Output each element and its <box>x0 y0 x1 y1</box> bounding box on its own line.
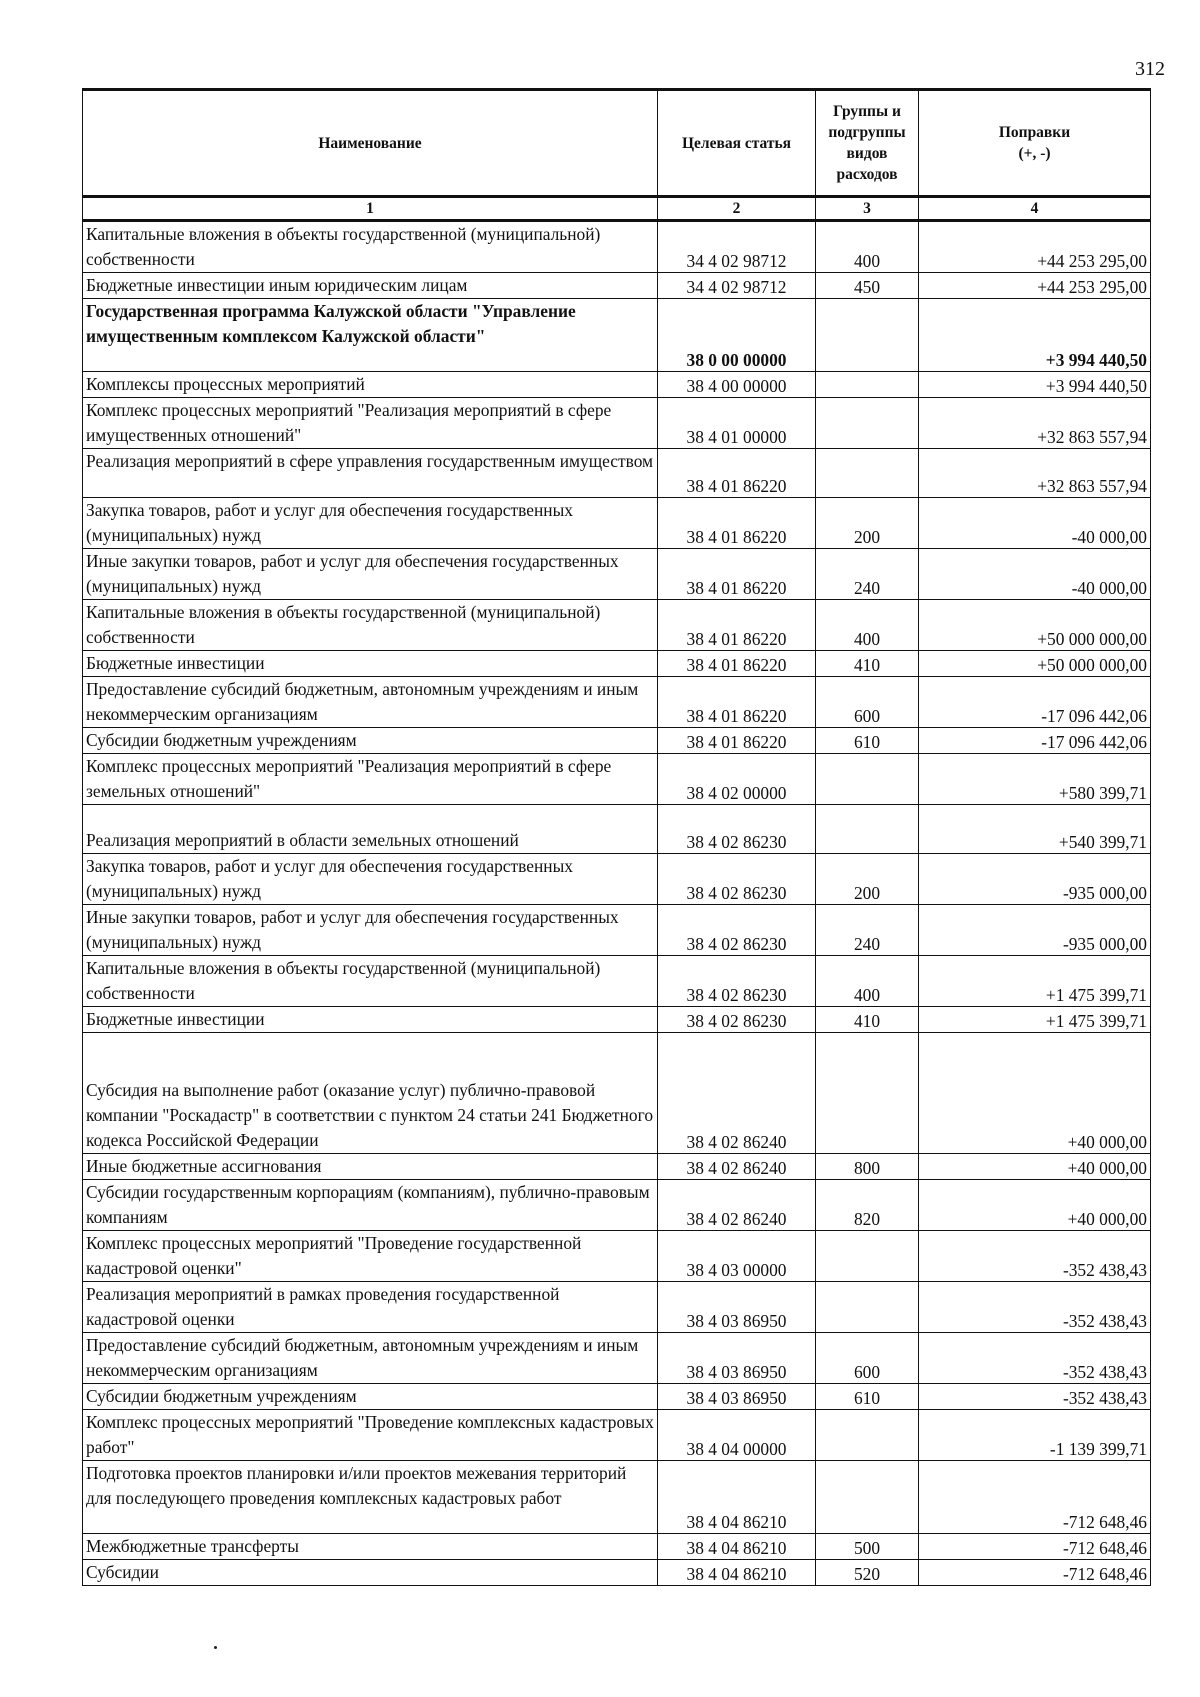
table-row <box>83 1333 1151 1384</box>
row-target-article: 38 4 03 00000 <box>658 1231 816 1282</box>
table-row <box>83 221 1151 273</box>
table-row <box>83 600 1151 651</box>
table-row <box>83 398 1151 449</box>
row-name: Бюджетные инвестиции иным юридическим лицам <box>83 273 658 299</box>
table-row <box>83 805 1151 854</box>
row-amendment-amount: +40 000,00 <box>919 1154 1151 1180</box>
row-target-article: 38 4 02 86240 <box>658 1154 816 1180</box>
row-name: Реализация мероприятий в области земельных отношений <box>83 805 658 854</box>
row-expense-group <box>816 754 919 805</box>
table-row <box>83 1180 1151 1231</box>
row-name: Иные закупки товаров, работ и услуг для обеспечения государственных (муниципальных) нужд <box>83 549 658 600</box>
row-name: Предоставление субсидий бюджетным, автономным учреждениям и иным некоммерческим организациям <box>83 1333 658 1384</box>
row-expense-group: 600 <box>816 1333 919 1384</box>
row-amendment-amount: -40 000,00 <box>919 498 1151 549</box>
row-target-article: 38 4 03 86950 <box>658 1282 816 1333</box>
column-number: 4 <box>919 197 1151 221</box>
row-amendment-amount: +44 253 295,00 <box>919 221 1151 273</box>
row-expense-group: 200 <box>816 854 919 905</box>
table-row <box>83 1007 1151 1033</box>
row-target-article: 38 4 02 86230 <box>658 956 816 1007</box>
row-name: Комплексы процессных мероприятий <box>83 372 658 398</box>
row-target-article: 38 4 02 86240 <box>658 1180 816 1231</box>
table-row <box>83 449 1151 498</box>
row-amendment-amount: -352 438,43 <box>919 1333 1151 1384</box>
row-expense-group: 500 <box>816 1534 919 1560</box>
table-row <box>83 677 1151 728</box>
row-target-article: 38 4 01 86220 <box>658 651 816 677</box>
table-row <box>83 549 1151 600</box>
table-row <box>83 1154 1151 1180</box>
row-amendment-amount: +44 253 295,00 <box>919 273 1151 299</box>
row-name: Комплекс процессных мероприятий "Реализация мероприятий в сфере имущественных отношений" <box>83 398 658 449</box>
row-expense-group: 610 <box>816 728 919 754</box>
row-target-article: 38 4 01 86220 <box>658 677 816 728</box>
row-name: Субсидии бюджетным учреждениям <box>83 728 658 754</box>
row-name: Субсидии <box>83 1560 658 1586</box>
row-amendment-amount: +50 000 000,00 <box>919 600 1151 651</box>
row-amendment-amount: -352 438,43 <box>919 1384 1151 1410</box>
table-row <box>83 498 1151 549</box>
row-target-article: 38 4 01 86220 <box>658 449 816 498</box>
header-target-article: Целевая статья <box>658 90 816 197</box>
row-name: Иные бюджетные ассигнования <box>83 1154 658 1180</box>
row-expense-group: 400 <box>816 956 919 1007</box>
row-name: Закупка товаров, работ и услуг для обеспечения государственных (муниципальных) нужд <box>83 498 658 549</box>
row-target-article: 38 4 04 86210 <box>658 1534 816 1560</box>
row-expense-group: 610 <box>816 1384 919 1410</box>
page-number: 312 <box>1135 58 1165 80</box>
table-row <box>83 299 1151 372</box>
column-number: 3 <box>816 197 919 221</box>
row-target-article: 38 4 04 86210 <box>658 1560 816 1586</box>
row-name: Подготовка проектов планировки и/или проектов межевания территорий для последующего проведения комплексных кадастровых работ <box>83 1461 658 1534</box>
row-name: Реализация мероприятий в сфере управления государственным имуществом <box>83 449 658 498</box>
row-expense-group: 410 <box>816 651 919 677</box>
row-amendment-amount: -712 648,46 <box>919 1534 1151 1560</box>
header-amendments-sign: (+, -) <box>1018 145 1051 162</box>
row-expense-group: 200 <box>816 498 919 549</box>
header-expense-groups: Группы и подгруппы видов расходов <box>816 90 919 197</box>
row-target-article: 38 4 02 86230 <box>658 1007 816 1033</box>
row-name: Комплекс процессных мероприятий "Проведение государственной кадастровой оценки" <box>83 1231 658 1282</box>
table-body <box>83 221 1151 1586</box>
row-amendment-amount: +32 863 557,94 <box>919 398 1151 449</box>
header-amendments-title: Поправки <box>998 124 1071 141</box>
row-expense-group: 520 <box>816 1560 919 1586</box>
table-row <box>83 854 1151 905</box>
row-target-article: 38 4 01 86220 <box>658 498 816 549</box>
table-row <box>83 651 1151 677</box>
row-amendment-amount: -352 438,43 <box>919 1282 1151 1333</box>
table-row <box>83 1461 1151 1534</box>
row-target-article: 38 4 02 86230 <box>658 805 816 854</box>
row-amendment-amount: -712 648,46 <box>919 1461 1151 1534</box>
row-name: Реализация мероприятий в рамках проведения государственной кадастровой оценки <box>83 1282 658 1333</box>
row-name: Иные закупки товаров, работ и услуг для обеспечения государственных (муниципальных) нужд <box>83 905 658 956</box>
row-target-article: 38 4 02 86230 <box>658 905 816 956</box>
table-row <box>83 273 1151 299</box>
column-numbers-row <box>83 197 1151 221</box>
table-row <box>83 1282 1151 1333</box>
table-row <box>83 728 1151 754</box>
row-amendment-amount: -40 000,00 <box>919 549 1151 600</box>
row-expense-group: 800 <box>816 1154 919 1180</box>
row-expense-group <box>816 1033 919 1154</box>
table-row <box>83 1384 1151 1410</box>
row-name: Бюджетные инвестиции <box>83 1007 658 1033</box>
row-target-article: 38 4 04 00000 <box>658 1410 816 1461</box>
row-amendment-amount: +50 000 000,00 <box>919 651 1151 677</box>
row-target-article: 38 4 03 86950 <box>658 1333 816 1384</box>
row-amendment-amount: -17 096 442,06 <box>919 728 1151 754</box>
row-expense-group <box>816 1461 919 1534</box>
row-expense-group: 600 <box>816 677 919 728</box>
table-row <box>83 372 1151 398</box>
row-expense-group <box>816 299 919 372</box>
row-name: Комплекс процессных мероприятий "Проведение комплексных кадастровых работ" <box>83 1410 658 1461</box>
row-amendment-amount: +40 000,00 <box>919 1180 1151 1231</box>
row-expense-group <box>816 1231 919 1282</box>
row-name: Капитальные вложения в объекты государственной (муниципальной) собственности <box>83 221 658 273</box>
row-target-article: 38 4 00 00000 <box>658 372 816 398</box>
row-target-article: 38 4 02 00000 <box>658 754 816 805</box>
row-amendment-amount: +580 399,71 <box>919 754 1151 805</box>
row-expense-group: 240 <box>816 549 919 600</box>
row-name: Субсидия на выполнение работ (оказание услуг) публично-правовой компании "Роскадастр" в соответствии с пунктом 24 статьи 241 Бюджетного кодекса Российской Федерации <box>83 1033 658 1154</box>
row-name: Государственная программа Калужской области "Управление имущественным комплексом Калужской области" <box>83 299 658 372</box>
row-expense-group <box>816 372 919 398</box>
row-target-article: 34 4 02 98712 <box>658 273 816 299</box>
row-expense-group: 400 <box>816 221 919 273</box>
table-row <box>83 956 1151 1007</box>
row-target-article: 38 4 01 86220 <box>658 728 816 754</box>
row-amendment-amount: -17 096 442,06 <box>919 677 1151 728</box>
table-row <box>83 1231 1151 1282</box>
row-expense-group <box>816 1410 919 1461</box>
row-expense-group <box>816 398 919 449</box>
table-header-row <box>83 90 1151 197</box>
header-name: Наименование <box>83 90 658 197</box>
row-name: Капитальные вложения в объекты государственной (муниципальной) собственности <box>83 600 658 651</box>
column-number: 1 <box>83 197 658 221</box>
row-amendment-amount: -1 139 399,71 <box>919 1410 1151 1461</box>
row-name: Капитальные вложения в объекты государственной (муниципальной) собственности <box>83 956 658 1007</box>
row-target-article: 38 4 04 86210 <box>658 1461 816 1534</box>
row-amendment-amount: +540 399,71 <box>919 805 1151 854</box>
budget-amendments-table <box>82 88 1151 1586</box>
row-amendment-amount: -712 648,46 <box>919 1560 1151 1586</box>
row-name: Бюджетные инвестиции <box>83 651 658 677</box>
row-expense-group: 450 <box>816 273 919 299</box>
row-amendment-amount: -935 000,00 <box>919 905 1151 956</box>
row-amendment-amount: +40 000,00 <box>919 1033 1151 1154</box>
row-name: Межбюджетные трансферты <box>83 1534 658 1560</box>
row-name: Предоставление субсидий бюджетным, автономным учреждениям и иным некоммерческим организациям <box>83 677 658 728</box>
row-amendment-amount: +1 475 399,71 <box>919 956 1151 1007</box>
row-target-article: 38 4 01 00000 <box>658 398 816 449</box>
row-name: Закупка товаров, работ и услуг для обеспечения государственных (муниципальных) нужд <box>83 854 658 905</box>
table-row <box>83 1560 1151 1586</box>
row-amendment-amount: +1 475 399,71 <box>919 1007 1151 1033</box>
row-amendment-amount: -935 000,00 <box>919 854 1151 905</box>
row-expense-group: 240 <box>816 905 919 956</box>
table-row <box>83 754 1151 805</box>
row-expense-group: 400 <box>816 600 919 651</box>
row-target-article: 38 4 01 86220 <box>658 600 816 651</box>
column-number: 2 <box>658 197 816 221</box>
row-amendment-amount: -352 438,43 <box>919 1231 1151 1282</box>
row-target-article: 38 4 03 86950 <box>658 1384 816 1410</box>
row-amendment-amount: +3 994 440,50 <box>919 299 1151 372</box>
row-expense-group <box>816 1282 919 1333</box>
row-target-article: 34 4 02 98712 <box>658 221 816 273</box>
row-target-article: 38 0 00 00000 <box>658 299 816 372</box>
table-row <box>83 905 1151 956</box>
row-target-article: 38 4 02 86230 <box>658 854 816 905</box>
row-expense-group <box>816 805 919 854</box>
table-row <box>83 1410 1151 1461</box>
row-target-article: 38 4 02 86240 <box>658 1033 816 1154</box>
row-name: Субсидии государственным корпорациям (компаниям), публично-правовым компаниям <box>83 1180 658 1231</box>
header-amendments <box>919 90 1151 197</box>
table-row <box>83 1033 1151 1154</box>
row-name: Субсидии бюджетным учреждениям <box>83 1384 658 1410</box>
row-name: Комплекс процессных мероприятий "Реализация мероприятий в сфере земельных отношений" <box>83 754 658 805</box>
row-amendment-amount: +32 863 557,94 <box>919 449 1151 498</box>
row-target-article: 38 4 01 86220 <box>658 549 816 600</box>
scan-speck <box>214 1646 217 1649</box>
row-amendment-amount: +3 994 440,50 <box>919 372 1151 398</box>
row-expense-group: 820 <box>816 1180 919 1231</box>
row-expense-group <box>816 449 919 498</box>
table-row <box>83 1534 1151 1560</box>
row-expense-group: 410 <box>816 1007 919 1033</box>
